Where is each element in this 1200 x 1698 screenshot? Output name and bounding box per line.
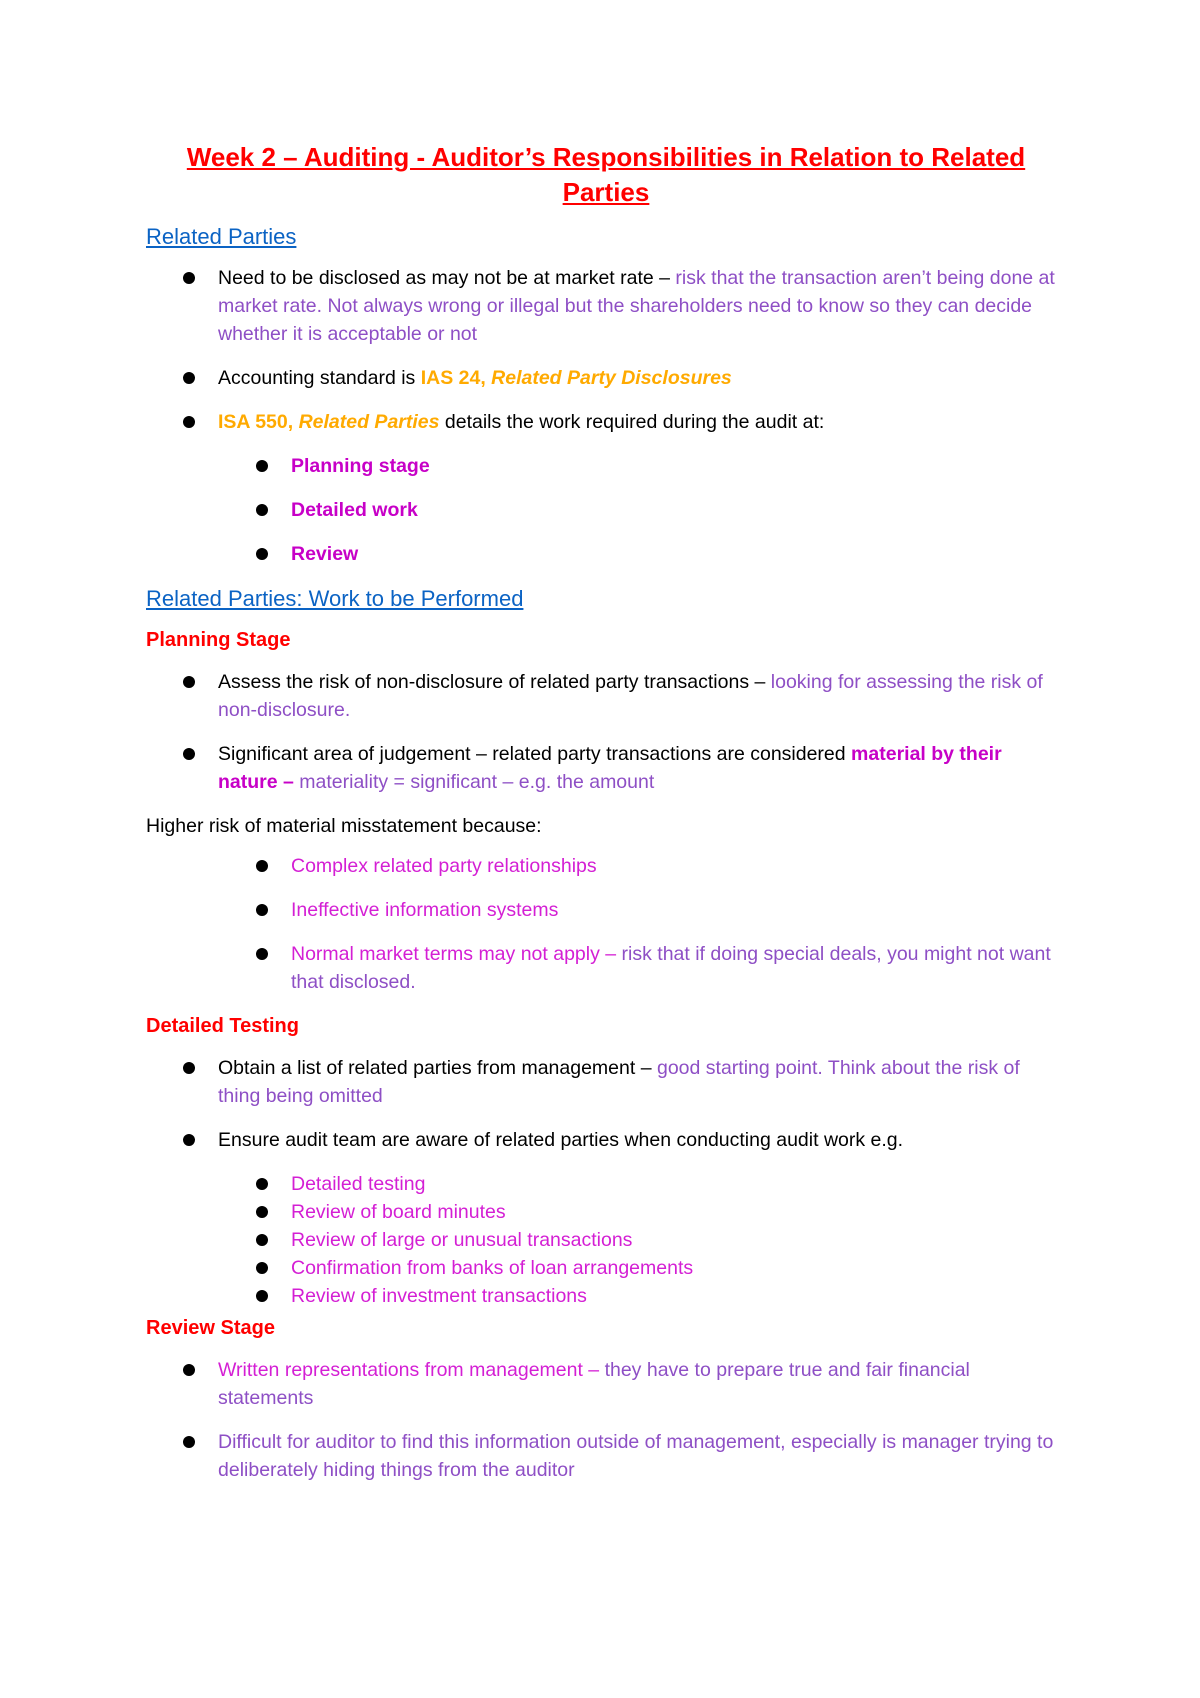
list-item: [146, 1126, 1066, 1154]
list-item: [146, 1170, 1066, 1198]
bullet-icon: [256, 1178, 268, 1190]
standard-ref: IAS 24,: [420, 367, 492, 389]
bullet-icon: [256, 1234, 268, 1246]
item-text: Review of large or unusual transactions: [291, 1229, 633, 1251]
item-text: Review of board minutes: [291, 1201, 506, 1223]
list-item: [146, 540, 1066, 568]
bullet-icon: [183, 1062, 195, 1074]
item-text: Significant area of judgement – related party transactions are considered: [218, 743, 852, 765]
bullet-icon: [183, 676, 195, 688]
bullet-icon: [256, 948, 268, 960]
bullet-icon: [256, 548, 268, 560]
list-item: [146, 1428, 1066, 1484]
list-item: [146, 896, 1066, 924]
item-note: risk that the transaction aren’t being done at market rate. Not always wrong or illegal but the shareholders need to know so they can decide whether it is acceptable or not: [218, 267, 1055, 345]
item-note: risk that if doing special deals, you might not want that disclosed.: [291, 943, 1051, 993]
standard-title: Related Parties: [298, 411, 440, 433]
subheading-planning-stage: Planning Stage: [146, 629, 291, 651]
bullet-icon: [183, 1364, 195, 1376]
list-item: [146, 852, 1066, 880]
bullet-icon: [256, 1290, 268, 1302]
bullet-icon: [183, 372, 195, 384]
item-text: details the work required during the audit at:: [439, 411, 825, 433]
list-item: [146, 452, 1066, 480]
audit-stages-list: [146, 452, 1066, 568]
item-text: Review of investment transactions: [291, 1285, 587, 1307]
bullet-icon: [256, 1206, 268, 1218]
list-item: [146, 940, 1066, 996]
section-heading-related-parties: Related Parties: [146, 224, 297, 249]
item-text: Obtain a list of related parties from management –: [218, 1057, 657, 1079]
item-text: Ineffective information systems: [291, 899, 559, 921]
list-item: [146, 408, 1066, 436]
item-note: looking for assessing the risk of non-disclosure.: [218, 671, 1043, 721]
bullet-icon: [183, 272, 195, 284]
item-text: Review: [291, 543, 359, 565]
review-stage-list: [146, 1356, 1066, 1484]
list-item: [146, 1226, 1066, 1254]
list-item: [146, 264, 1066, 348]
item-text: Complex related party relationships: [291, 855, 597, 877]
planning-list: [146, 668, 1066, 796]
subheading-detailed-testing: Detailed Testing: [146, 1015, 299, 1037]
list-item: [146, 1254, 1066, 1282]
item-text: Planning stage: [291, 455, 430, 477]
list-item: [146, 496, 1066, 524]
detailed-testing-list: [146, 1054, 1066, 1154]
document-page: [146, 140, 1066, 1500]
item-text: Assess the risk of non-disclosure of related party transactions –: [218, 671, 771, 693]
list-item: [146, 364, 1066, 392]
bullet-icon: [256, 860, 268, 872]
bullet-icon: [256, 504, 268, 516]
item-note: materiality = significant – e.g. the amount: [299, 771, 655, 793]
list-item: [146, 1198, 1066, 1226]
list-item: [146, 1356, 1066, 1412]
subheading-review-stage: Review Stage: [146, 1317, 275, 1339]
item-text: Detailed testing: [291, 1173, 426, 1195]
paragraph: Higher risk of material misstatement because:: [146, 815, 542, 837]
item-text: Written representations from management –: [218, 1359, 605, 1381]
list-item: [146, 1054, 1066, 1110]
bullet-icon: [183, 416, 195, 428]
item-text: Confirmation from banks of loan arrangements: [291, 1257, 694, 1279]
bullet-icon: [256, 460, 268, 472]
standard-title: Related Party Disclosures: [491, 367, 732, 389]
item-note: good starting point. Think about the risk of thing being omitted: [218, 1057, 1020, 1107]
item-note: they have to prepare true and fair financial statements: [218, 1359, 970, 1409]
item-text: Detailed work: [291, 499, 418, 521]
item-text: Difficult for auditor to find this information outside of management, especially is manager trying to deliberately hiding things from the auditor: [218, 1431, 1054, 1481]
bullet-icon: [256, 904, 268, 916]
list-item: [146, 740, 1066, 796]
audit-work-examples-list: [146, 1170, 1066, 1310]
item-emphasis: material by their nature –: [218, 743, 1002, 793]
bullet-icon: [183, 748, 195, 760]
list-item: [146, 668, 1066, 724]
section-heading-work-to-be-performed: Related Parties: Work to be Performed: [146, 586, 524, 611]
bullet-icon: [256, 1262, 268, 1274]
document-title: Week 2 – Auditing - Auditor’s Responsibilities in Relation to Related Parties: [186, 142, 1026, 207]
bullet-icon: [183, 1436, 195, 1448]
item-text: Ensure audit team are aware of related parties when conducting audit work e.g.: [218, 1129, 904, 1151]
bullet-icon: [183, 1134, 195, 1146]
list-item: [146, 1282, 1066, 1310]
risk-factors-list: [146, 852, 1066, 996]
standard-ref: ISA 550,: [218, 411, 299, 433]
item-text: Need to be disclosed as may not be at market rate –: [218, 267, 676, 289]
item-text: Accounting standard is: [218, 367, 421, 389]
item-text: Normal market terms may not apply –: [291, 943, 622, 965]
related-parties-list: [146, 264, 1066, 436]
